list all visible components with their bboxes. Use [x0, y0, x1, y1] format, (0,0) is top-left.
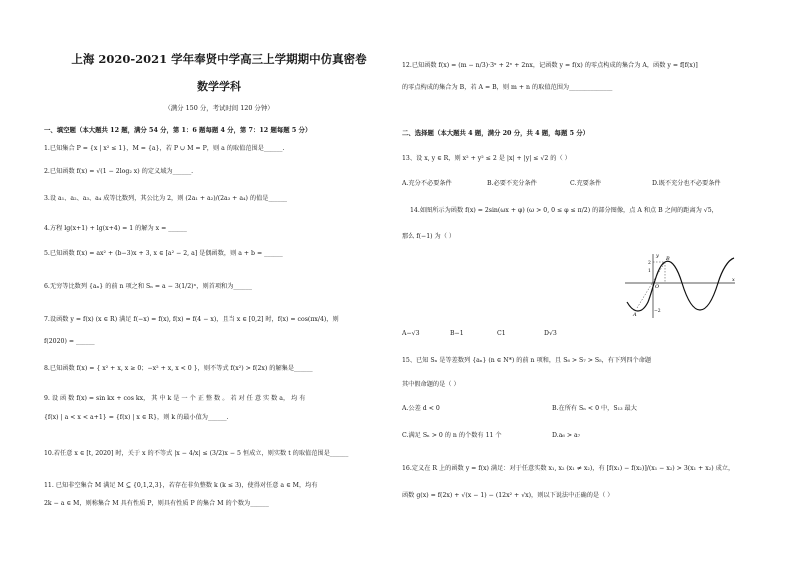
question-14-line2: 那么 f(−1) 为（ ） — [402, 233, 456, 240]
question-14-line1: 14.如图所示为函数 f(x) = 2sin(ωx + φ) (ω > 0, 0 ≤ φ ≤ π/2) 的部分图像，点 A 和点 B 之间的距离为 √5， — [410, 207, 718, 214]
graph-label-origin: O — [655, 284, 660, 290]
q14-option-d: D√3 — [544, 330, 557, 337]
question-12-line1: 12.已知函数 f(x) = (m − n/3)·3ˣ + 2ˣ + 2nx，记函数 y = f(x) 的零点构成的集合为 A，函数 y = f[f(x)] — [402, 62, 698, 69]
page-subtitle: 数学学科 — [197, 80, 241, 93]
question-1: 1.已知集合 P = {x | x² ≤ 1}，M = {a}，若 P ∪ M = P，则 a 的取值范围是______. — [44, 145, 285, 152]
q14-option-a: A−√3 — [402, 330, 420, 337]
question-5: 5.已知函数 f(x) = ax² + (b−3)x + 3, x ∈ [a² − 2, a] 是偶函数，则 a + b = ______ — [44, 250, 283, 257]
page-title: 上海 2020-2021 学年奉贤中学高三上学期期中仿真密卷 — [71, 52, 367, 66]
question-12-line2: 的零点构成的集合为 B，若 A = B，则 m + n 的取值范围为______________ — [402, 84, 613, 91]
graph-segment-ab — [637, 262, 665, 308]
exam-note: （满分 150 分，考试时间 120 分钟） — [164, 104, 274, 112]
q15-option-b: B.在所有 Sₙ < 0 中，S₁₃ 最大 — [552, 405, 637, 412]
q13-option-c: C.充要条件 — [570, 180, 602, 187]
question-11-line2: 2k − a ∈ M，则称集合 M 具有性质 P，则具有性质 P 的集合 M 的个数为______ — [44, 500, 269, 507]
graph-label-b: B — [666, 256, 670, 262]
question-10: 10.若任意 x ∈ [t, 2020] 时，关于 x 的不等式 |x − 4/x| ≤ (3/2)x − 5 恒成立，则实数 t 的取值范围是______ — [44, 450, 349, 457]
question-2: 2.已知函数 f(x) = √(1 − 2log₂ x) 的定义域为______. — [44, 168, 194, 175]
graph-label-2: 2 — [648, 261, 651, 266]
question-8: 8.已知函数 f(x) = { x² + x, x ≥ 0；−x² + x, x < 0 }，则不等式 f(x²) > f(2x) 的解集是______ — [44, 365, 313, 372]
q13-option-a: A.充分不必要条件 — [402, 180, 452, 187]
question-15-line1: 15、已知 Sₙ 是等差数列 {aₙ} (n ∈ N*) 的前 n 项和，且 S₆ > S₇ > S₅，有下列四个命题 — [402, 357, 652, 364]
question-9-line2: {f(x) | a < x < a+1} = {f(x) | x ∈ R}，则 k 的最小值为______. — [44, 414, 229, 421]
question-16-line2: 函数 g(x) = f(2x) + √(x − 1) − (12x² + √x)，则以下说法中正确的是（ ） — [402, 492, 614, 499]
q14-option-c: C1 — [497, 330, 506, 337]
question-6: 6.无穷等比数列 {aₙ} 的前 n 项之和 Sₙ = a − 3(1/2)ⁿ，则首项和为______ — [44, 283, 252, 290]
graph-label-neg2: −2 — [654, 309, 661, 314]
q13-option-d: D.既不充分也不必要条件 — [652, 180, 721, 187]
graph-label-y: y — [656, 253, 659, 259]
section-fill-in-header: 一、填空题（本大题共 12 题，满分 54 分，第 1：6 题每题 4 分，第 7：12 题每题 5 分） — [44, 126, 312, 134]
graph-label-a: A — [633, 312, 637, 318]
question-16-line1: 16.定义在 R 上的函数 y = f(x) 满足：对于任意实数 x₁, x₂ (x₁ ≠ x₂)，有 [f(x₁) − f(x₂)]/(x₁ − x₂) > 3(x₁ + x₂) 成立， — [402, 465, 735, 472]
graph-sine-curve — [627, 258, 734, 311]
question-13: 13、设 x, y ∈ R，则 x² + y² ≤ 2 是 |x| + |y| ≤ √2 的（ ） — [402, 155, 571, 162]
q15-option-d: D.a₆ > a₇ — [552, 432, 581, 439]
section-choice-header: 二、选择题（本大题共 4 题，满分 20 分，共 4 题，每题 5 分） — [402, 129, 590, 137]
graph-label-1: 1 — [648, 269, 651, 274]
question-7-line2: f(2020) = ______ — [44, 338, 95, 345]
q15-option-a: A.公差 d < 0 — [402, 405, 440, 412]
question-3: 3.设 a₁、a₂、a₃、a₄ 成等比数列，其公比为 2，则 (2a₁ + a₂)/(2a₃ + a₄) 的值是______ — [44, 195, 288, 202]
q13-option-b: B.必要不充分条件 — [487, 180, 537, 187]
question-11-line1: 11. 已知非空集合 M 满足 M ⊆ {0,1,2,3}，若存在非负整数 k (k ≤ 3)，使得对任意 a ∈ M，均有 — [44, 482, 318, 489]
question-15-line2: 其中假命题的是（ ） — [402, 381, 460, 388]
question-4: 4.方程 lg(x+1) + lg(x+4) = 1 的解为 x = ______ — [44, 225, 187, 232]
sine-graph-figure — [620, 250, 740, 320]
question-9-line1: 9. 设 函 数 f(x) = sin kx + cos kx， 其 中 k 是 一 个 正 整 数 。 若 对 任 意 实 数 a， 均 有 — [44, 395, 306, 402]
graph-label-x: x — [732, 277, 735, 283]
q15-option-c: C.满足 Sₙ > 0 的 n 的个数有 11 个 — [402, 432, 502, 439]
question-7-line1: 7.设函数 y = f(x) (x ∈ R) 满足 f(−x) = f(x), f(x) = f(4 − x)，且当 x ∈ [0,2] 时，f(x) = cos(πx/4)，则 — [44, 316, 339, 323]
q14-option-b: B−1 — [450, 330, 464, 337]
